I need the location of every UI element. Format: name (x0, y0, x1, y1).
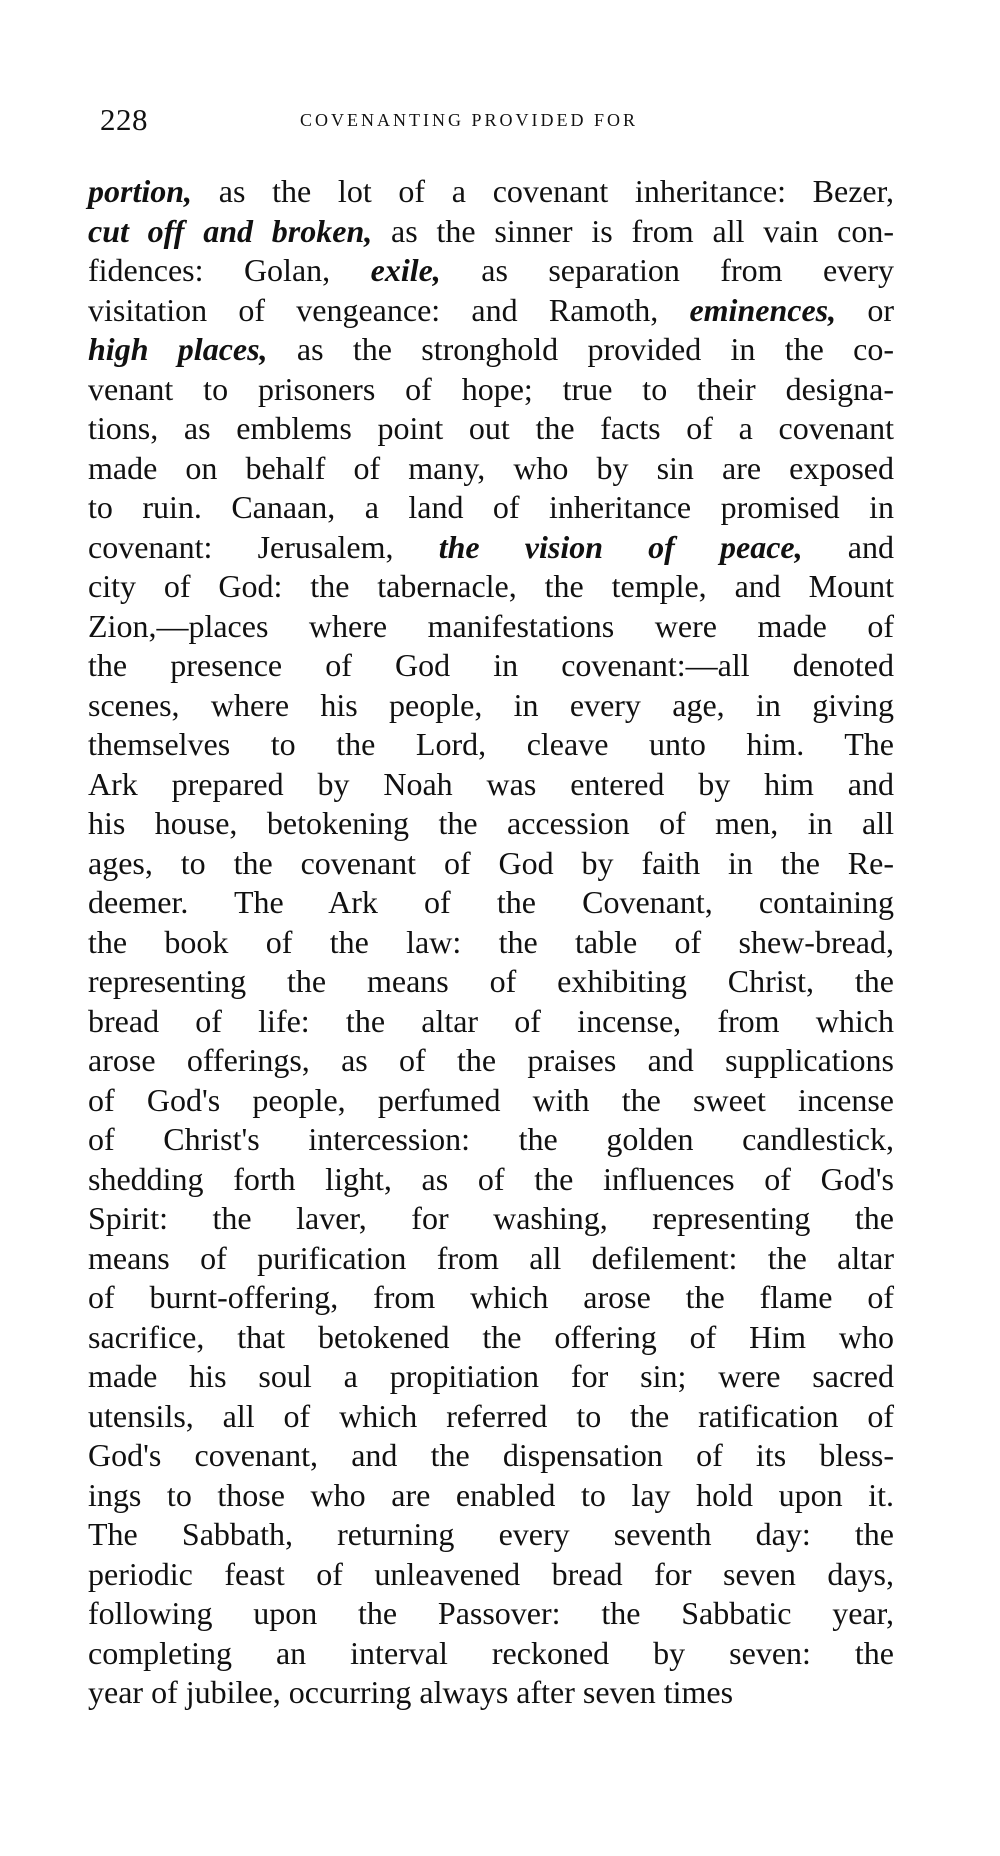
italic-phrase: the vision of peace, (438, 528, 803, 565)
text-line (88, 1199, 894, 1239)
text-segment: means of purification from all defilement: the altar (88, 1239, 894, 1276)
text-line (88, 962, 894, 1002)
text-segment: as the sinner is from all vain con- (372, 212, 895, 249)
text-line (88, 251, 894, 291)
text-segment: following upon the Passover: the Sabbatic year, (88, 1595, 894, 1631)
text-segment: themselves to the Lord, cleave unto him. The (88, 726, 894, 762)
text-segment: utensils, all of which referred to the ratification of (88, 1397, 894, 1434)
text-line (88, 607, 894, 647)
text-line (88, 330, 894, 370)
text-segment: of burnt-offering, from which arose the flame of (88, 1279, 894, 1315)
text-line (88, 1397, 894, 1437)
body-text (88, 172, 894, 1713)
text-segment: made his soul a propitiation for sin; were sacred (88, 1358, 894, 1394)
text-segment: ages, to the covenant of God by faith in the Re- (88, 844, 894, 881)
text-segment: Zion,—places where manifestations were made of (88, 607, 894, 644)
text-segment: as the lot of a covenant inheritance: Bezer, (192, 173, 894, 209)
text-segment: tions, as emblems point out the facts of a covenant (88, 410, 894, 446)
text-segment: shedding forth light, as of the influences of God's (88, 1160, 894, 1197)
text-line (88, 1041, 894, 1081)
text-line (88, 1357, 894, 1397)
text-line (88, 1555, 894, 1595)
text-line (88, 449, 894, 489)
text-segment: representing the means of exhibiting Christ, the (88, 963, 894, 999)
text-line (88, 1594, 894, 1634)
text-segment: God's covenant, and the dispensation of its bless- (88, 1437, 894, 1473)
text-segment: of God's people, perfumed with the sweet incense (88, 1081, 894, 1118)
text-segment: Ark prepared by Noah was entered by him and (88, 765, 894, 802)
text-segment: sacrifice, that betokened the offering of Him who (88, 1318, 894, 1355)
text-line (88, 1515, 894, 1555)
text-segment: venant to prisoners of hope; true to their designa- (88, 370, 894, 407)
text-line (88, 765, 894, 805)
text-line (88, 1002, 894, 1042)
text-line (88, 1120, 894, 1160)
text-segment: ings to those who are enabled to lay hold upon it. (88, 1476, 894, 1513)
text-segment: covenant: Jerusalem, (88, 528, 439, 565)
text-segment: his house, betokening the accession of men, in all (88, 805, 894, 841)
text-line (88, 1239, 894, 1279)
text-segment: deemer. The Ark of the Covenant, containing (88, 884, 894, 920)
italic-phrase: high places, (88, 331, 268, 367)
text-segment: as the stronghold provided in the co- (267, 331, 895, 367)
text-segment: of Christ's intercession: the golden candlestick, (88, 1121, 894, 1157)
text-segment: the presence of God in covenant:—all denoted (88, 647, 894, 683)
text-line (88, 370, 894, 410)
running-title: COVENANTING PROVIDED FOR (300, 110, 639, 130)
text-line (88, 409, 894, 449)
text-segment: to ruin. Canaan, a land of inheritance promised in (88, 489, 894, 525)
text-line (88, 1634, 894, 1674)
text-line (88, 1081, 894, 1121)
text-line (88, 1318, 894, 1358)
italic-phrase: portion, (88, 173, 193, 209)
text-segment: fidences: Golan, (88, 252, 371, 288)
text-segment: city of God: the tabernacle, the temple, and Mount (88, 568, 894, 604)
italic-phrase: eminences, (689, 291, 837, 328)
text-segment: The Sabbath, returning every seventh day: the (88, 1516, 894, 1552)
italic-phrase: exile, (370, 252, 441, 288)
text-segment: and (802, 528, 895, 565)
text-line (88, 804, 894, 844)
text-line (88, 725, 894, 765)
text-line (88, 212, 894, 252)
text-line (88, 291, 894, 331)
text-line (88, 567, 894, 607)
text-segment: arose offerings, as of the praises and supplications (88, 1042, 894, 1078)
text-line (88, 1476, 894, 1516)
text-segment: as separation from every (440, 252, 895, 288)
text-line (88, 646, 894, 686)
italic-phrase: cut off and broken, (88, 212, 373, 249)
text-line (88, 1436, 894, 1476)
text-segment: bread of life: the altar of incense, from which (88, 1002, 894, 1039)
text-line (88, 1673, 894, 1713)
running-head (100, 100, 890, 140)
text-segment: or (836, 291, 894, 328)
text-line (88, 686, 894, 726)
text-segment: scenes, where his people, in every age, in giving (88, 686, 894, 723)
text-line (88, 172, 894, 212)
text-segment: the book of the law: the table of shew-bread, (88, 923, 894, 960)
text-line (88, 1278, 894, 1318)
text-segment: visitation of vengeance: and Ramoth, (88, 291, 690, 328)
text-segment: year of jubilee, occurring always after seven times (88, 1674, 734, 1710)
text-line (88, 488, 894, 528)
text-line (88, 1160, 894, 1200)
page-number: 228 (100, 102, 148, 137)
text-line (88, 923, 894, 963)
text-segment: made on behalf of many, who by sin are exposed (88, 449, 894, 486)
text-segment: Spirit: the laver, for washing, representing the (88, 1200, 894, 1236)
text-line (88, 883, 894, 923)
text-line (88, 528, 894, 568)
text-segment: completing an interval reckoned by seven: the (88, 1634, 894, 1671)
text-segment: periodic feast of unleavened bread for seven days, (88, 1555, 894, 1592)
text-line (88, 844, 894, 884)
